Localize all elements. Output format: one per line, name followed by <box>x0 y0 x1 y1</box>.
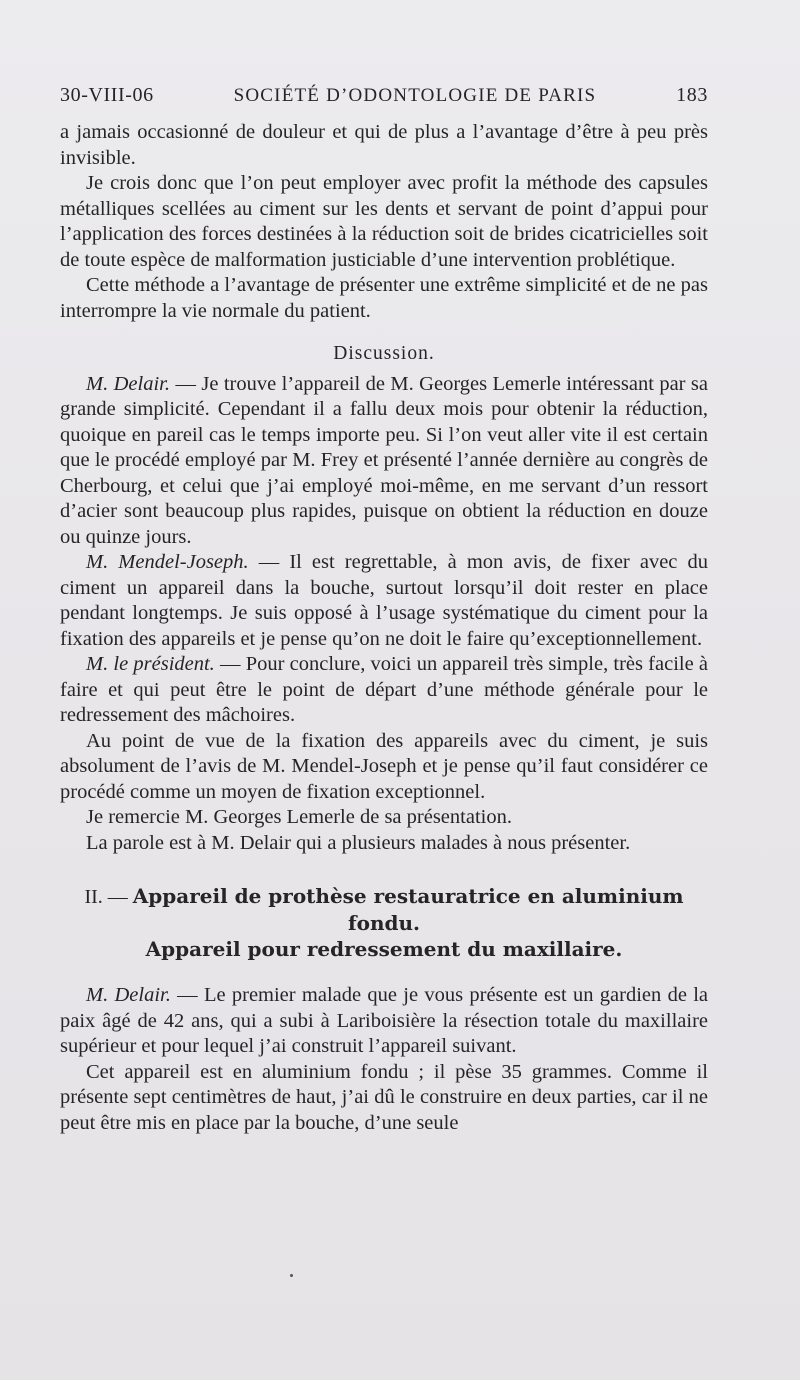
speech-text: — Pour conclure, voici un appareil très simple, très facile à faire et qui peut être le point de départ d’une méthode générale pour le redressement des mâchoires. <box>60 653 708 726</box>
discussion-paragraph <box>60 652 708 729</box>
paragraph: Cette méthode a l’avantage de présenter une extrême simplicité et de ne pas interrompre la vie normale du patient. <box>60 274 708 322</box>
section-paragraph <box>60 983 708 1060</box>
discussion-paragraph <box>60 372 708 551</box>
paragraph: a jamais occasionné de douleur et qui de plus a l’avantage d’être à peu près invisible. <box>60 121 708 169</box>
speaker-name: M. le président. <box>86 653 215 675</box>
discussion-paragraph <box>60 550 708 652</box>
section-title-line1: Appareil de prothèse restauratrice en aluminium fondu. <box>132 884 684 935</box>
header-page-number: 183 <box>676 84 708 106</box>
section-paragraph <box>60 1060 708 1137</box>
page-body <box>60 120 708 1136</box>
paragraph: La parole est à M. Delair qui a plusieurs malades à nous présenter. <box>86 831 631 854</box>
speech-text: — Je trouve l’appareil de M. Georges Lemerle intéressant par sa grande simplicité. Cependant il a fallu deux mois pour obtenir la réduction, quoique en pareil cas le temps importe peu. Si l’on veut aller vite il est certain que le procédé employé par M. Frey et présenté l’année dernière au congrès de Cherbourg, et celui que j’ai employé moi-même, en me servant d’un ressort d’acier sont beaucoup plus rapides, puisque on obtient la réduction en douze ou quinze jours. <box>60 372 709 548</box>
speaker-name: M. Mendel-Joseph. <box>86 551 249 573</box>
paper-speck <box>290 1274 293 1277</box>
speaker-name: M. Delair. <box>86 984 171 1006</box>
running-header <box>60 84 708 107</box>
header-date: 30-VIII-06 <box>60 84 154 106</box>
discussion-heading: Discussion. <box>333 343 435 364</box>
paragraph: Je crois donc que l’on peut employer avec profit la méthode des capsules métalliques scellées au ciment sur les dents et servant de point d’appui pour l’application des forces destinées à la réduction soit de brides cicatricielles soit de toute espèce de malformation justiciable d’une intervention problétique. <box>60 172 708 271</box>
header-journal-title: SOCIÉTÉ D’ODONTOLOGIE DE PARIS <box>233 85 597 106</box>
speech-text: — Le premier malade que je vous présente est un gardien de la paix âgé de 42 ans, qui a subi à Lariboisière la résection totale du maxillaire supérieur et pour lequel j’ai construit l’appareil suivant. <box>60 984 709 1057</box>
speech-text: — Il est regrettable, à mon avis, de fixer avec du ciment un appareil dans la bouche, surtout lorsqu’il doit rester en place pendant longtemps. Je suis opposé à l’usage systématique du ciment pour la fixation des appareils et je pense qu’on ne doit le faire qu’exceptionnellement. <box>60 551 708 650</box>
paragraph: Au point de vue de la fixation des appareils avec du ciment, je suis absolument de l’avis de M. Mendel-Joseph et je pense qu’il faut considérer ce procédé comme un moyen de fixation exceptionnel. <box>60 729 708 803</box>
section-title-line2: Appareil pour redressement du maxillaire. <box>145 937 623 961</box>
section-heading <box>60 883 708 962</box>
speaker-name: M. Delair. <box>86 372 171 395</box>
speech-text: Cet appareil est en aluminium fondu ; il pèse 35 grammes. Comme il présente sept centimètres de haut, j’ai dû le construire en deux parties, car il ne peut être mis en place par la bouche, d’une seule <box>60 1060 708 1134</box>
paragraph: Je remercie M. Georges Lemerle de sa présentation. <box>86 806 512 828</box>
section-number: II. — <box>84 886 133 908</box>
